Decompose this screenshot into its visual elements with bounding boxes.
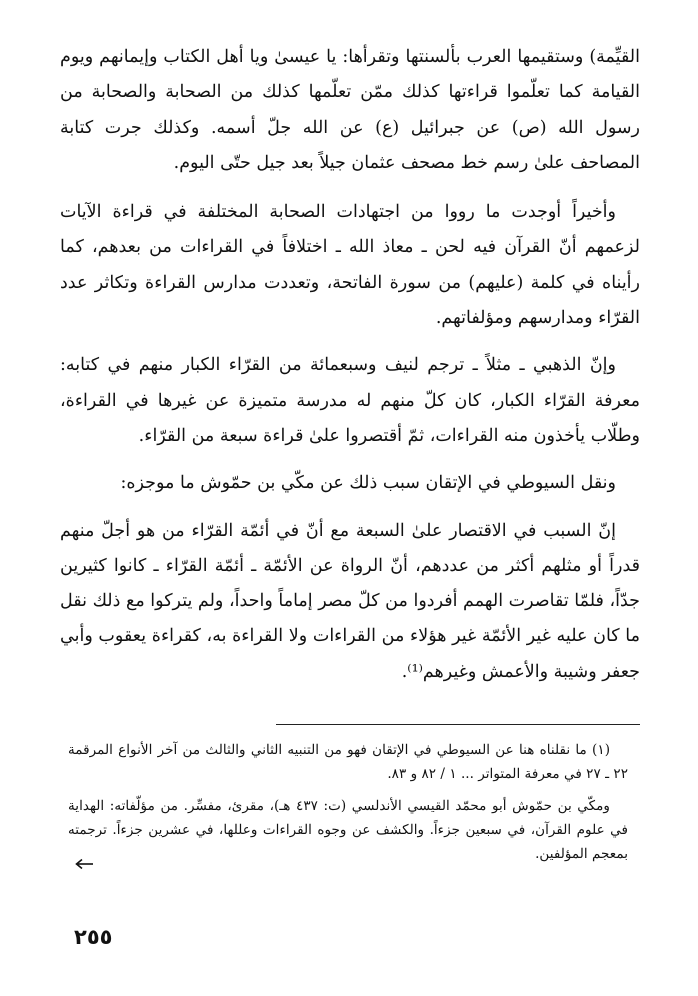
footnotes	[68, 738, 628, 866]
main-text	[60, 40, 640, 690]
footnote-1: (١) ما نقلناه هنا عن السيوطي في الإتقان فهو من التنبيه الثاني والثالث من آخر الأنواع المرقمة ٢٢ ـ ٢٧ في معرفة المتواتر ... ١ / ٨٢ و ٨٣.	[68, 742, 628, 782]
paragraph-5-quotation: إنّ السبب في الاقتصار علىٰ السبعة مع أنّ في أئمّة القرّاء من هو أجلّ منهم قدراً أو مثلهم أكثر من عددهم، أنّ الرواة عن الأئمّة ـ أئمّة القرّاء ـ كانوا كثيرين جدّاً، فلمّا تقاصرت الهمم أفردوا من كلّ مصر إماماً واحداً، ولم يتركوا مع ذلك نقل ما كان عليه غير الأئمّة غير هؤلاء من القراءات ولا القراءة به، كقراءة يعقوب وأبي جعفر وشيبة والأعمش وغيرهم⁽¹⁾.	[60, 520, 640, 682]
page-number: ٢٥٥	[74, 925, 113, 949]
footnote-divider	[276, 724, 640, 725]
footnote-2: ومكّي بن حمّوش أبو محمّد القيسي الأندلسي (ت: ٤٣٧ هـ)، مقرئ، مفسِّر. من مؤلّفاته: الهداية في علوم القرآن، في سبعين جزءاً. والكشف عن وجوه القراءات وعللها، في عشرين جزءاً. ترجمته بمعجم المؤلفين.	[68, 798, 628, 862]
paragraph-2: وأخيراً أوجدت ما رووا من اجتهادات الصحابة المختلفة في قراءة الآيات لزعمهم أنّ القرآن فيه لحن ـ معاذ الله ـ اختلافاً في القراءات من بعدهم، كما رأيناه في كلمة (عليهم) من سورة الفاتحة، وتعددت مدارس القراءة وتكاثر عدد القرّاء ومدارسهم ومؤلفاتهم.	[60, 202, 640, 329]
arrow-left-icon	[74, 858, 94, 870]
paragraph-1: القيِّمة) وستقيمها العرب بألسنتها وتقرأها: يا عيسىٰ ويا أهل الكتاب وإيمانهم ويوم القيامة كما تعلّموا قراءتها كذلك ممّن تعلّمها كذلك من الصحابة والصحابة من رسول الله (ص) عن جبرائيل (ع) عن الله جلّ أسمه. وكذلك جرت كتابة المصاحف علىٰ رسم خط مصحف عثمان جيلاً بعد جيل حتّى اليوم.	[60, 47, 640, 173]
paragraph-4: ونقل السيوطي في الإتقان سبب ذلك عن مكّي بن حمّوش ما موجزه:	[120, 473, 616, 494]
paragraph-3: وإنّ الذهبي ـ مثلاً ـ ترجم لنيف وسبعمائة من القرّاء الكبار منهم في كتابه: معرفة القرّاء الكبار، كان كلّ منهم له مدرسة متميزة عن غيرها في القراءة، وطلّاب يأخذون منه القراءات، ثمّ أقتصروا علىٰ قراءة سبعة من القرّاء.	[60, 355, 640, 446]
